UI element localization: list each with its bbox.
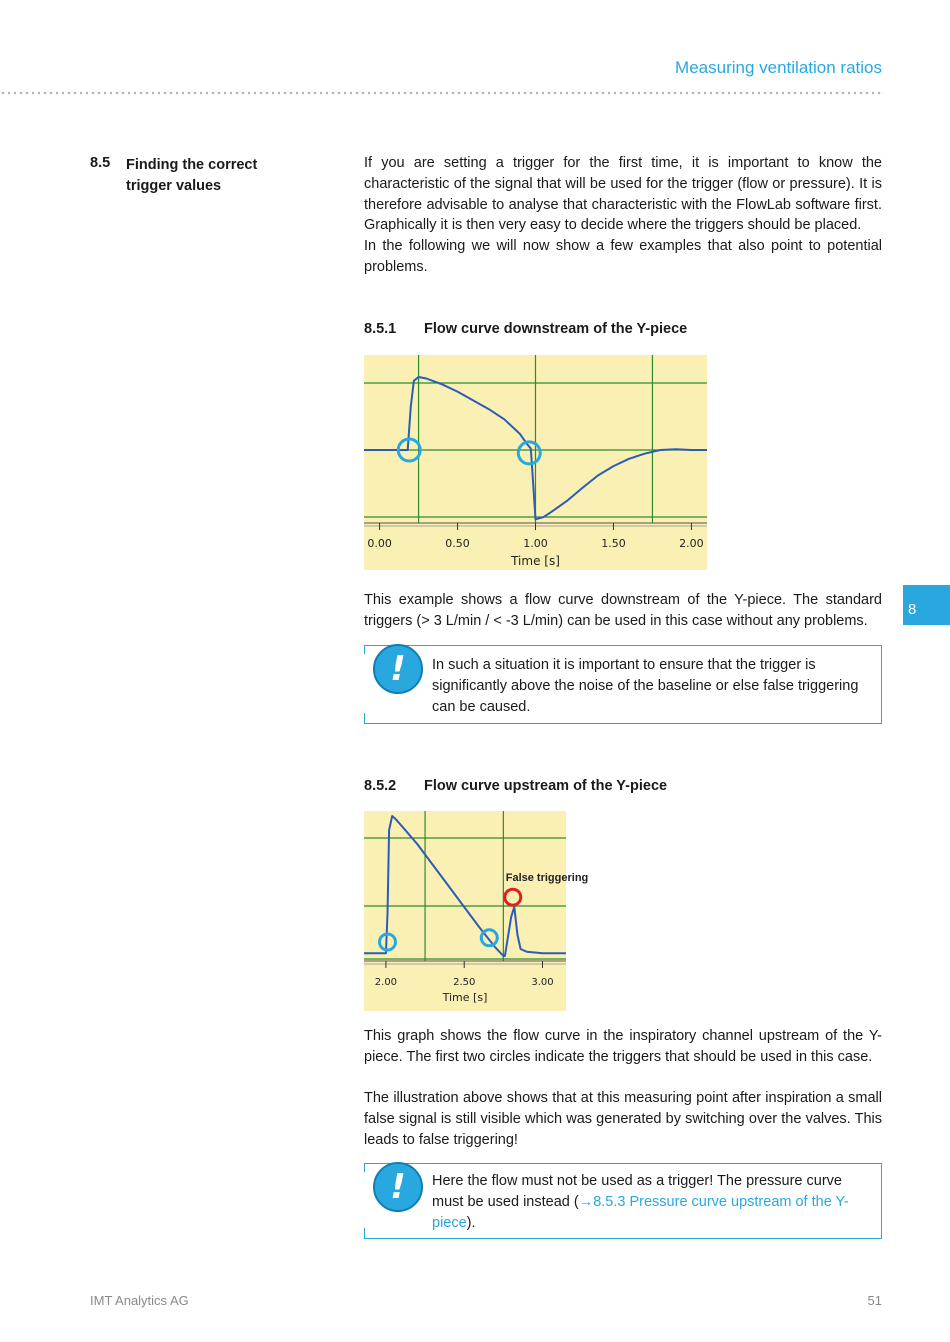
intro-paragraph-1: If you are setting a trigger for the first time, it is important to know the characteristic of the signal that will be used for the trigger (flow or pressure). It is therefore advisable to analyse that characteristic with the FlowLab software first. Graphically it is then very easy to decide where the triggers should be placed.: [364, 155, 882, 234]
note-box-2: [364, 1163, 882, 1239]
page-number: 51: [867, 1293, 882, 1308]
flow-chart-upstream-svg: [364, 811, 589, 1011]
header-divider: [0, 91, 884, 95]
false-triggering-label: False triggering: [505, 872, 589, 885]
x-tick-label: 2.00: [679, 537, 704, 550]
x-axis-label: Time [s]: [511, 554, 560, 568]
flow-chart-downstream: [364, 355, 707, 570]
x-tick-label: 1.50: [601, 537, 626, 550]
x-axis-label: Time [s]: [442, 991, 488, 1004]
x-tick-label: 1.00: [523, 537, 548, 550]
flow-chart-downstream-svg: [364, 355, 707, 570]
x-tick-label: 2.00: [374, 977, 398, 988]
subsection-number-2: 8.5.2: [364, 778, 397, 794]
note-1-text: In such a situation it is important to ensure that the trigger is significantly above the noise of the baseline or else false triggering can be caused.: [432, 657, 859, 715]
x-tick-label: 2.50: [453, 977, 476, 988]
x-tick-label: 0.50: [445, 537, 470, 550]
note-box-1: [364, 645, 882, 724]
section-title-line2: trigger values: [126, 177, 222, 194]
note-2-text: [432, 1171, 872, 1233]
flow-chart-upstream: [364, 811, 589, 1011]
subsection-2-text-2: The illustration above shows that at this measuring point after inspiration a small false signal is still visible which was generated by switching over the valves. This leads to false triggering!: [364, 1090, 882, 1148]
subsection-2-text-1: This graph shows the flow curve in the inspiratory channel upstream of the Y-piece. The first two circles indicate the triggers that should be used in this case.: [364, 1028, 882, 1065]
section-title-line1: Finding the correct: [126, 157, 258, 173]
note-2-text-before: Here the flow must not be used as a trigger! The pressure curve must be used instead (: [432, 1173, 842, 1210]
subsection-1-text: This example shows a flow curve downstream of the Y-piece. The standard triggers (> 3 L/min / < -3 L/min) can be used in this case without any problems.: [364, 592, 882, 629]
note-2-text-after: ).: [466, 1214, 476, 1231]
header-title: Measuring ventilation ratios: [675, 58, 882, 77]
chapter-tab[interactable]: [903, 585, 950, 625]
cross-reference-link-text: 8.5.3 Pressure curve upstream of the Y-piece: [432, 1193, 849, 1231]
intro-text: [364, 153, 882, 278]
footer-company: IMT Analytics AG: [90, 1293, 189, 1308]
chapter-tab-label: 8: [908, 601, 917, 618]
intro-paragraph-2: In the following we will now show a few examples that also point to potential problems.: [364, 238, 882, 275]
x-tick-label: 3.00: [531, 977, 554, 988]
exclamation-icon: !: [373, 1162, 423, 1212]
subsection-number-1: 8.5.1: [364, 321, 397, 337]
section-number: 8.5: [90, 155, 111, 171]
exclamation-icon: !: [373, 644, 423, 694]
subsection-title-2: Flow curve upstream of the Y-piece: [424, 778, 668, 794]
x-tick-label: 0.00: [367, 537, 392, 550]
subsection-title-1: Flow curve downstream of the Y-piece: [424, 321, 688, 337]
link-arrow-icon: →: [578, 1193, 594, 1210]
section-title: [126, 155, 306, 197]
